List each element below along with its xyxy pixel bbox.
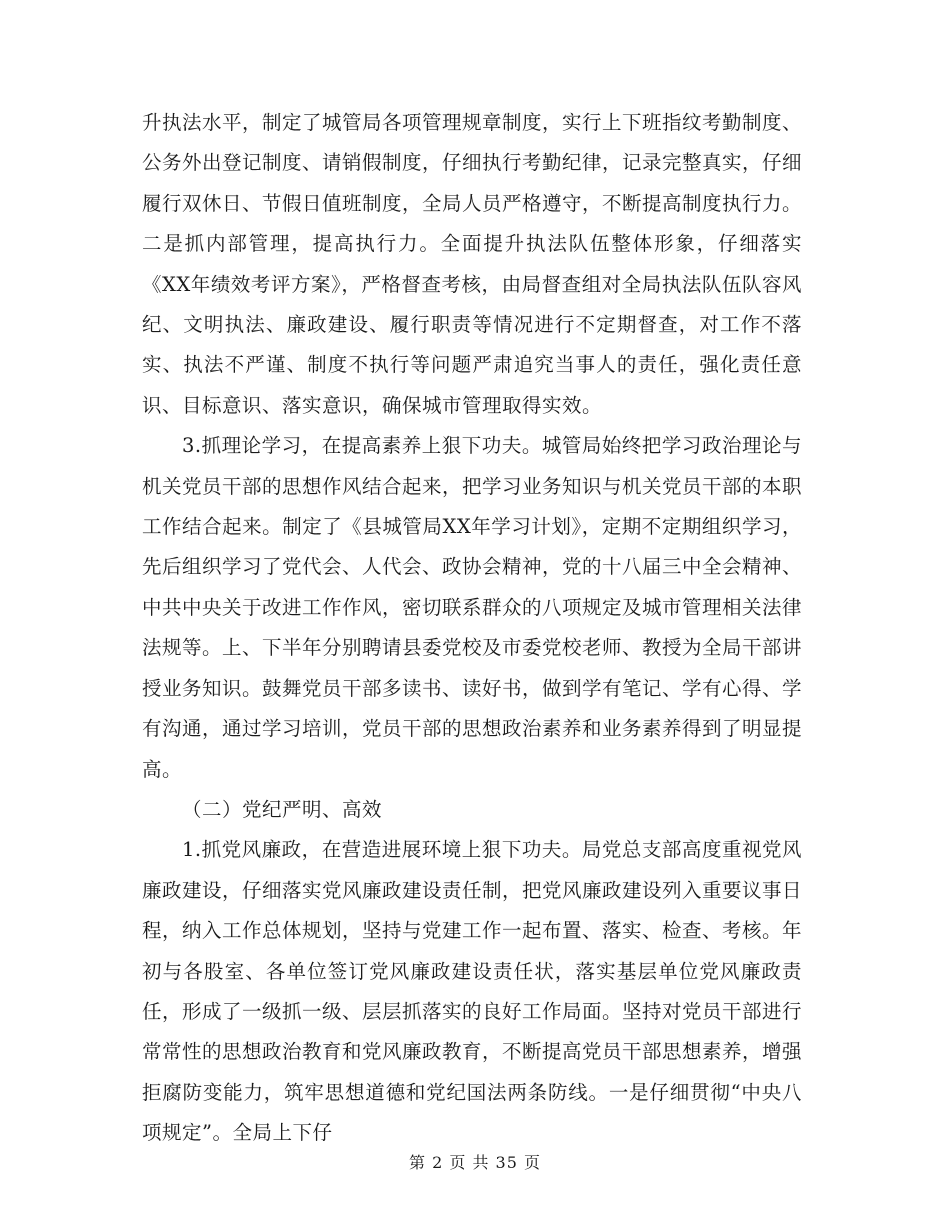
section-heading: （二）党纪严明、高效 xyxy=(182,797,383,821)
page-number-footer: 第 2 页 共 35 页 xyxy=(409,1153,541,1172)
paragraph-discipline-management: 升执法水平，制定了城管局各项管理规章制度，实行上下班指纹考勤制度、公务外出登记制度、请销假制度，仔细执行考勤纪律，记录完整真实，仔细履行双休日、节假日值班制度，全局人员严格遵守，不断提高制度执行力。二是抓内部管理，提高执行力。全面提升执法队伍整体形象，仔细落实《XX年绩效考评方案》，严格督查考核，由局督查组对全局执法队伍队容风纪、文明执法、廉政建设、履行职责等情况进行不定期督查，对工作不落实、执法不严谨、制度不执行等问题严肃追究当事人的责任，强化责任意识、目标意识、落实意识，确保城市管理取得实效。 xyxy=(142,111,803,417)
paragraph-party-integrity: 1.抓党风廉政，在营造进展环境上狠下功夫。局党总支部高度重视党风廉政建设，仔细落实党风廉政建设责任制，把党风廉政建设列入重要议事日程，纳入工作总体规划，坚持与党建工作一起布置、落实、检查、考核。年初与各股室、各单位签订党风廉政建设责任状，落实基层单位党风廉政责任，形成了一级抓一级、层层抓落实的良好工作局面。坚持对党员干部进行常常性的思想政治教育和党风廉政教育，不断提高党员干部思想素养，增强拒腐防变能力，筑牢思想道德和党纪国法两条防线。一是仔细贯彻“中央八项规定”。全局上下仔 xyxy=(142,838,803,1145)
paragraph-theory-study: 3.抓理论学习，在提高素养上狠下功夫。城管局始终把学习政治理论与机关党员干部的思想作风结合起来，把学习业务知识与机关党员干部的本职工作结合起来。制定了《县城管局XX年学习计划》，定期不定期组织学习，先后组织学习了党代会、人代会、政协会精神，党的十八届三中全会精神、中共中央关于改进工作作风，密切联系群众的八项规定及城市管理相关法律法规等。上、下半年分别聘请县委党校及市委党校老师、教授为全局干部讲授业务知识。鼓舞党员干部多读书、读好书，做到学有笔记、学有心得、学有沟通，通过学习培训，党员干部的思想政治素养和业务素养得到了明显提高。 xyxy=(142,434,803,781)
document-body xyxy=(142,103,802,1154)
